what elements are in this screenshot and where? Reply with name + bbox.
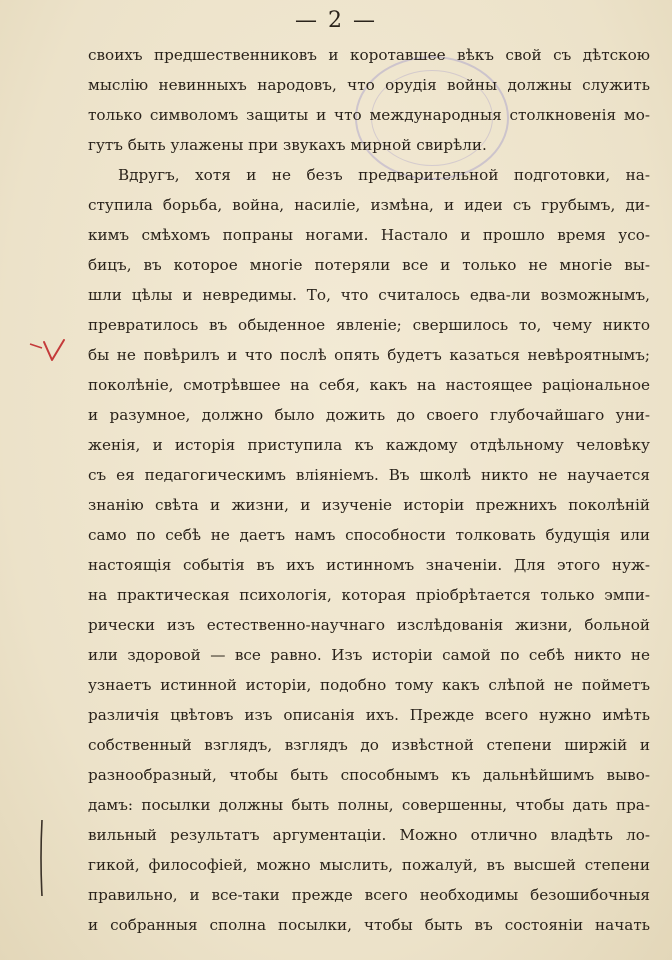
- text-line: съ ея педагогическимъ влiянiемъ. Въ школѣ никто не научается: [88, 466, 650, 484]
- text-line: поколѣнiе, смотрѣвшее на себя, какъ на настоящее рацiональное: [88, 376, 650, 394]
- text-line: шли цѣлы и невредимы. То, что считалось едва-ли возможнымъ,: [88, 286, 650, 304]
- text-line: вильный результатъ аргументацiи. Можно отлично владѣть ло-: [88, 826, 650, 844]
- text-line: и разумное, должно было дожить до своего глубочайшаго уни-: [88, 406, 650, 424]
- body-text: [88, 40, 650, 940]
- text-line: правильно, и все-таки прежде всего необходимы безошибочныя: [88, 886, 650, 904]
- text-line: мыслiю невинныхъ народовъ, что орудiя войны должны служить: [88, 76, 650, 94]
- text-line: кимъ смѣхомъ попраны ногами. Настало и прошло время усо-: [88, 226, 650, 244]
- text-line: рически изъ естественно-научнаго изслѣдованiя жизни, больной: [88, 616, 650, 634]
- pencil-margin-bracket: [38, 818, 46, 898]
- text-line: женiя, и исторiя приступила къ каждому отдѣльному человѣку: [88, 436, 650, 454]
- text-line: собственный взглядъ, взглядъ до извѣстной степени ширжiй и: [88, 736, 650, 754]
- text-line: Вдругъ, хотя и не безъ предварительной подготовки, на-: [118, 166, 650, 184]
- text-line: гутъ быть улажены при звукахъ мирной свирѣли.: [88, 136, 487, 154]
- text-line: или здоровой — все равно. Изъ исторiи самой по себѣ никто не: [88, 646, 650, 664]
- text-line: дамъ: посылки должны быть полны, совершенны, чтобы дать пра-: [88, 796, 650, 814]
- text-line: бы не повѣрилъ и что послѣ опять будетъ казаться невѣроятнымъ;: [88, 346, 650, 364]
- red-pencil-margin-mark: [26, 336, 72, 366]
- text-line: только символомъ защиты и что международныя столкновенiя мо-: [88, 106, 650, 124]
- text-line: своихъ предшественниковъ и коротавшее вѣкъ свой съ дѣтскою: [88, 46, 650, 64]
- text-line: превратилось въ обыденное явленiе; свершилось то, чему никто: [88, 316, 650, 334]
- page-number: — 2 —: [295, 8, 377, 33]
- text-line: узнаетъ истинной исторiи, подобно тому какъ слѣпой не пойметъ: [88, 676, 650, 694]
- text-line: ступила борьба, война, насилiе, измѣна, и идеи съ грубымъ, ди-: [88, 196, 650, 214]
- text-line: на практическая психологiя, которая прiобрѣтается только эмпи-: [88, 586, 650, 604]
- text-line: разнообразный, чтобы быть способнымъ къ дальнѣйшимъ выво-: [88, 766, 650, 784]
- text-line: настоящiя событiя въ ихъ истинномъ значенiи. Для этого нуж-: [88, 556, 650, 574]
- text-line: различiя цвѣтовъ изъ описанiя ихъ. Прежде всего нужно имѣть: [88, 706, 650, 724]
- text-line: бицъ, въ которое многiе потеряли все и только не многiе вы-: [88, 256, 650, 274]
- text-line: и собранныя сполна посылки, чтобы быть въ состоянiи начать: [88, 916, 650, 934]
- text-line: гикой, философiей, можно мыслить, пожалуй, въ высшей степени: [88, 856, 650, 874]
- text-line: само по себѣ не даетъ намъ способности толковать будущiя или: [88, 526, 650, 544]
- text-line: знанiю свѣта и жизни, и изученiе исторiи прежнихъ поколѣнiй: [88, 496, 650, 514]
